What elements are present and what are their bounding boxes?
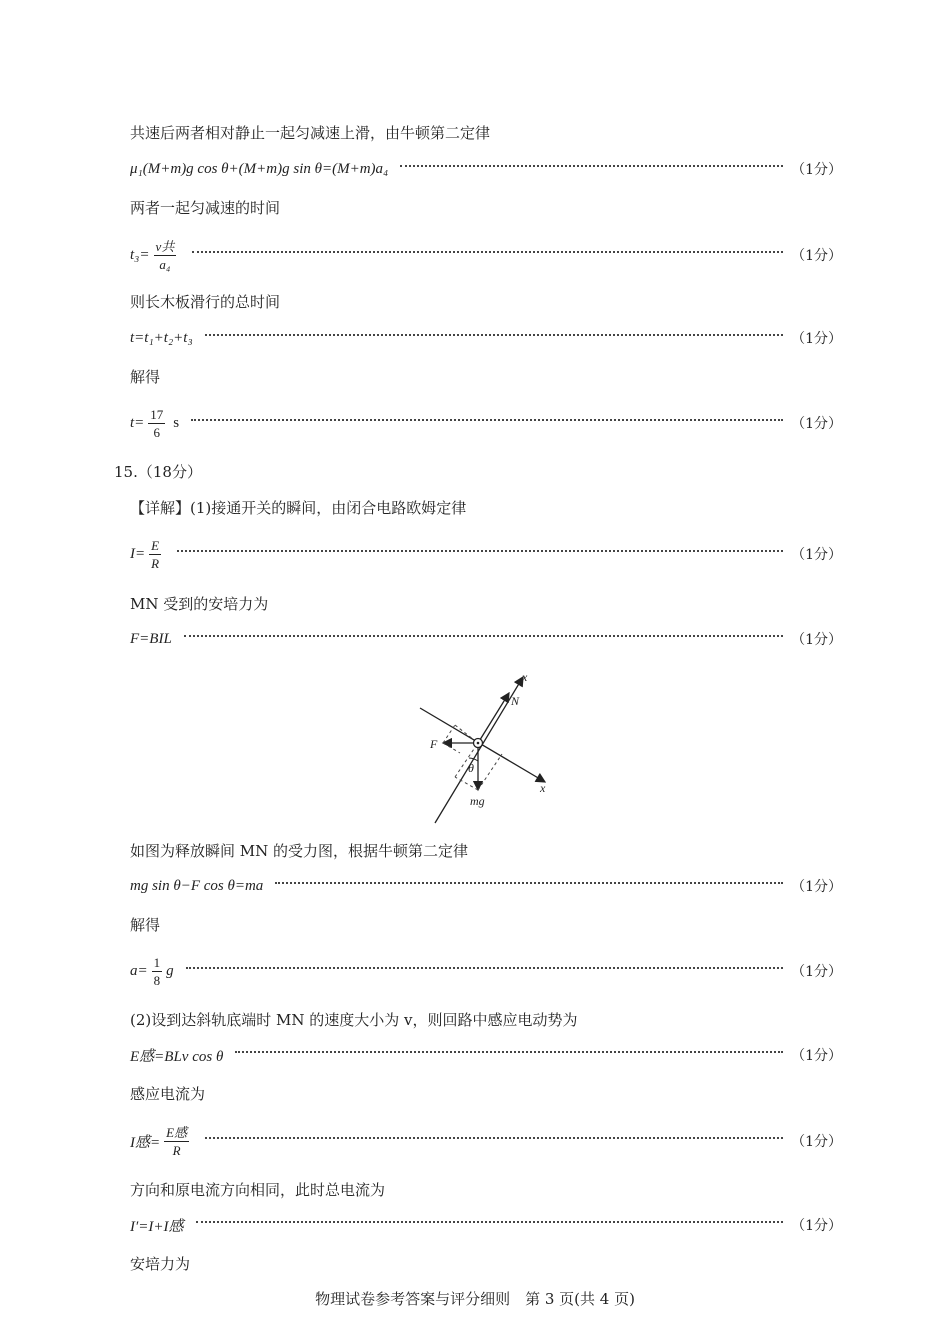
equation-row <box>130 237 842 273</box>
text-line: 两者一起匀减速的时间 <box>130 199 281 217</box>
equation-row <box>130 1210 842 1240</box>
rod-center <box>477 742 480 745</box>
leader-dots <box>186 967 783 969</box>
equation-row <box>130 871 842 901</box>
leader-dots <box>205 334 783 336</box>
text-line: 方向和原电流方向相同，此时总电流为 <box>130 1181 386 1199</box>
text-line: 感应电流为 <box>130 1085 206 1103</box>
fraction-numerator: 17 <box>150 406 164 422</box>
equation-lhs: a= <box>130 962 148 979</box>
fraction <box>152 956 163 987</box>
fraction-numerator: 1 <box>153 954 161 970</box>
text-line: MN 受到的安培力为 <box>130 595 269 613</box>
equation-lhs: t₃= <box>130 246 150 263</box>
leader-dots <box>205 1137 783 1139</box>
text-line: 【详解】(1)接通开关的瞬间，由闭合电路欧姆定律 <box>130 499 467 517</box>
leader-dots <box>184 635 783 637</box>
equation-lhs: I= <box>130 545 146 562</box>
question-number: 15.（18分） <box>114 463 202 481</box>
axis-label-x-top: x <box>522 670 528 684</box>
angle-label-theta: θ <box>468 761 474 775</box>
equation-row <box>130 1040 842 1070</box>
text-line: 共速后两者相对静止一起匀减速上滑，由牛顿第二定律 <box>130 124 491 142</box>
leader-dots <box>191 419 783 421</box>
score-label: （1分） <box>791 547 842 563</box>
normal-force-arrow <box>478 693 509 743</box>
fraction-denominator: R <box>172 1142 181 1158</box>
fraction-numerator: E感 <box>166 1124 188 1140</box>
fraction-denominator: 8 <box>153 972 161 988</box>
score-label: （1分） <box>791 1134 842 1150</box>
equation <box>130 408 179 439</box>
fraction <box>154 240 177 271</box>
leader-dots <box>400 165 783 167</box>
text-line: 安培力为 <box>130 1255 191 1273</box>
text-line: 解得 <box>130 916 161 934</box>
equation-tail: g <box>166 962 174 979</box>
equation: t=t₁+t₂+t₃ <box>130 329 193 346</box>
equation-row <box>130 403 842 443</box>
leader-dots <box>177 550 783 552</box>
force-diagram <box>405 665 575 825</box>
fraction-numerator: E <box>151 537 160 553</box>
text-line: (2)设到达斜轨底端时 MN 的速度大小为 v，则回路中感应电动势为 <box>130 1011 578 1029</box>
equation-row <box>130 624 842 654</box>
dashed-component <box>443 725 455 743</box>
fraction-denominator: 6 <box>153 424 161 440</box>
equation-row <box>130 154 842 184</box>
score-label: （1分） <box>791 1218 842 1234</box>
fraction-denominator: a₄ <box>159 256 171 272</box>
fraction-denominator: R <box>151 555 160 571</box>
equation: μ₁(M+m)g cos θ+(M+m)g sin θ=(M+m)a₄ <box>130 160 389 177</box>
force-label-f: F <box>430 737 438 751</box>
score-label: （1分） <box>791 964 842 980</box>
fraction <box>148 408 165 439</box>
equation-lhs: I感= <box>130 1134 161 1151</box>
fraction <box>149 539 161 570</box>
equation-row <box>130 951 842 991</box>
score-label: （1分） <box>791 1048 842 1064</box>
leader-dots <box>196 1221 784 1223</box>
leader-dots <box>235 1051 783 1053</box>
text-line: 则长木板滑行的总时间 <box>130 293 281 311</box>
text-line: 如图为释放瞬间 MN 的受力图，根据牛顿第二定律 <box>130 842 469 860</box>
axis-label-x-right: x <box>540 781 546 795</box>
text-line: 解得 <box>130 368 161 386</box>
equation: mg sin θ−F cos θ=ma <box>130 877 264 894</box>
score-label: （1分） <box>791 879 842 895</box>
equation-row <box>130 323 842 353</box>
score-label: （1分） <box>791 331 842 347</box>
equation: F=BIL <box>130 630 172 647</box>
score-label: （1分） <box>791 416 842 432</box>
equation-lhs: t= <box>130 414 145 431</box>
force-label-n: N <box>511 694 520 708</box>
equation: E感=BLv cos θ <box>130 1048 224 1065</box>
equation <box>130 1126 193 1157</box>
fraction <box>164 1126 189 1157</box>
equation <box>130 956 174 987</box>
force-label-mg: mg <box>470 794 485 808</box>
equation <box>130 240 180 271</box>
score-label: （1分） <box>791 248 842 264</box>
leader-dots <box>192 251 783 253</box>
equation: I′=I+I感 <box>130 1218 184 1235</box>
unit: s <box>173 414 180 431</box>
equation <box>130 539 165 570</box>
score-label: （1分） <box>791 632 842 648</box>
score-label: （1分） <box>791 162 842 178</box>
page-footer: 物理试卷参考答案与评分细则 第 3 页(共 4 页) <box>315 1290 635 1308</box>
dashed-component <box>443 743 460 753</box>
equation-row <box>130 1121 842 1161</box>
equation-row <box>130 534 842 574</box>
dashed-component <box>478 754 502 790</box>
fraction-numerator: v共 <box>155 238 175 254</box>
leader-dots <box>275 882 783 884</box>
